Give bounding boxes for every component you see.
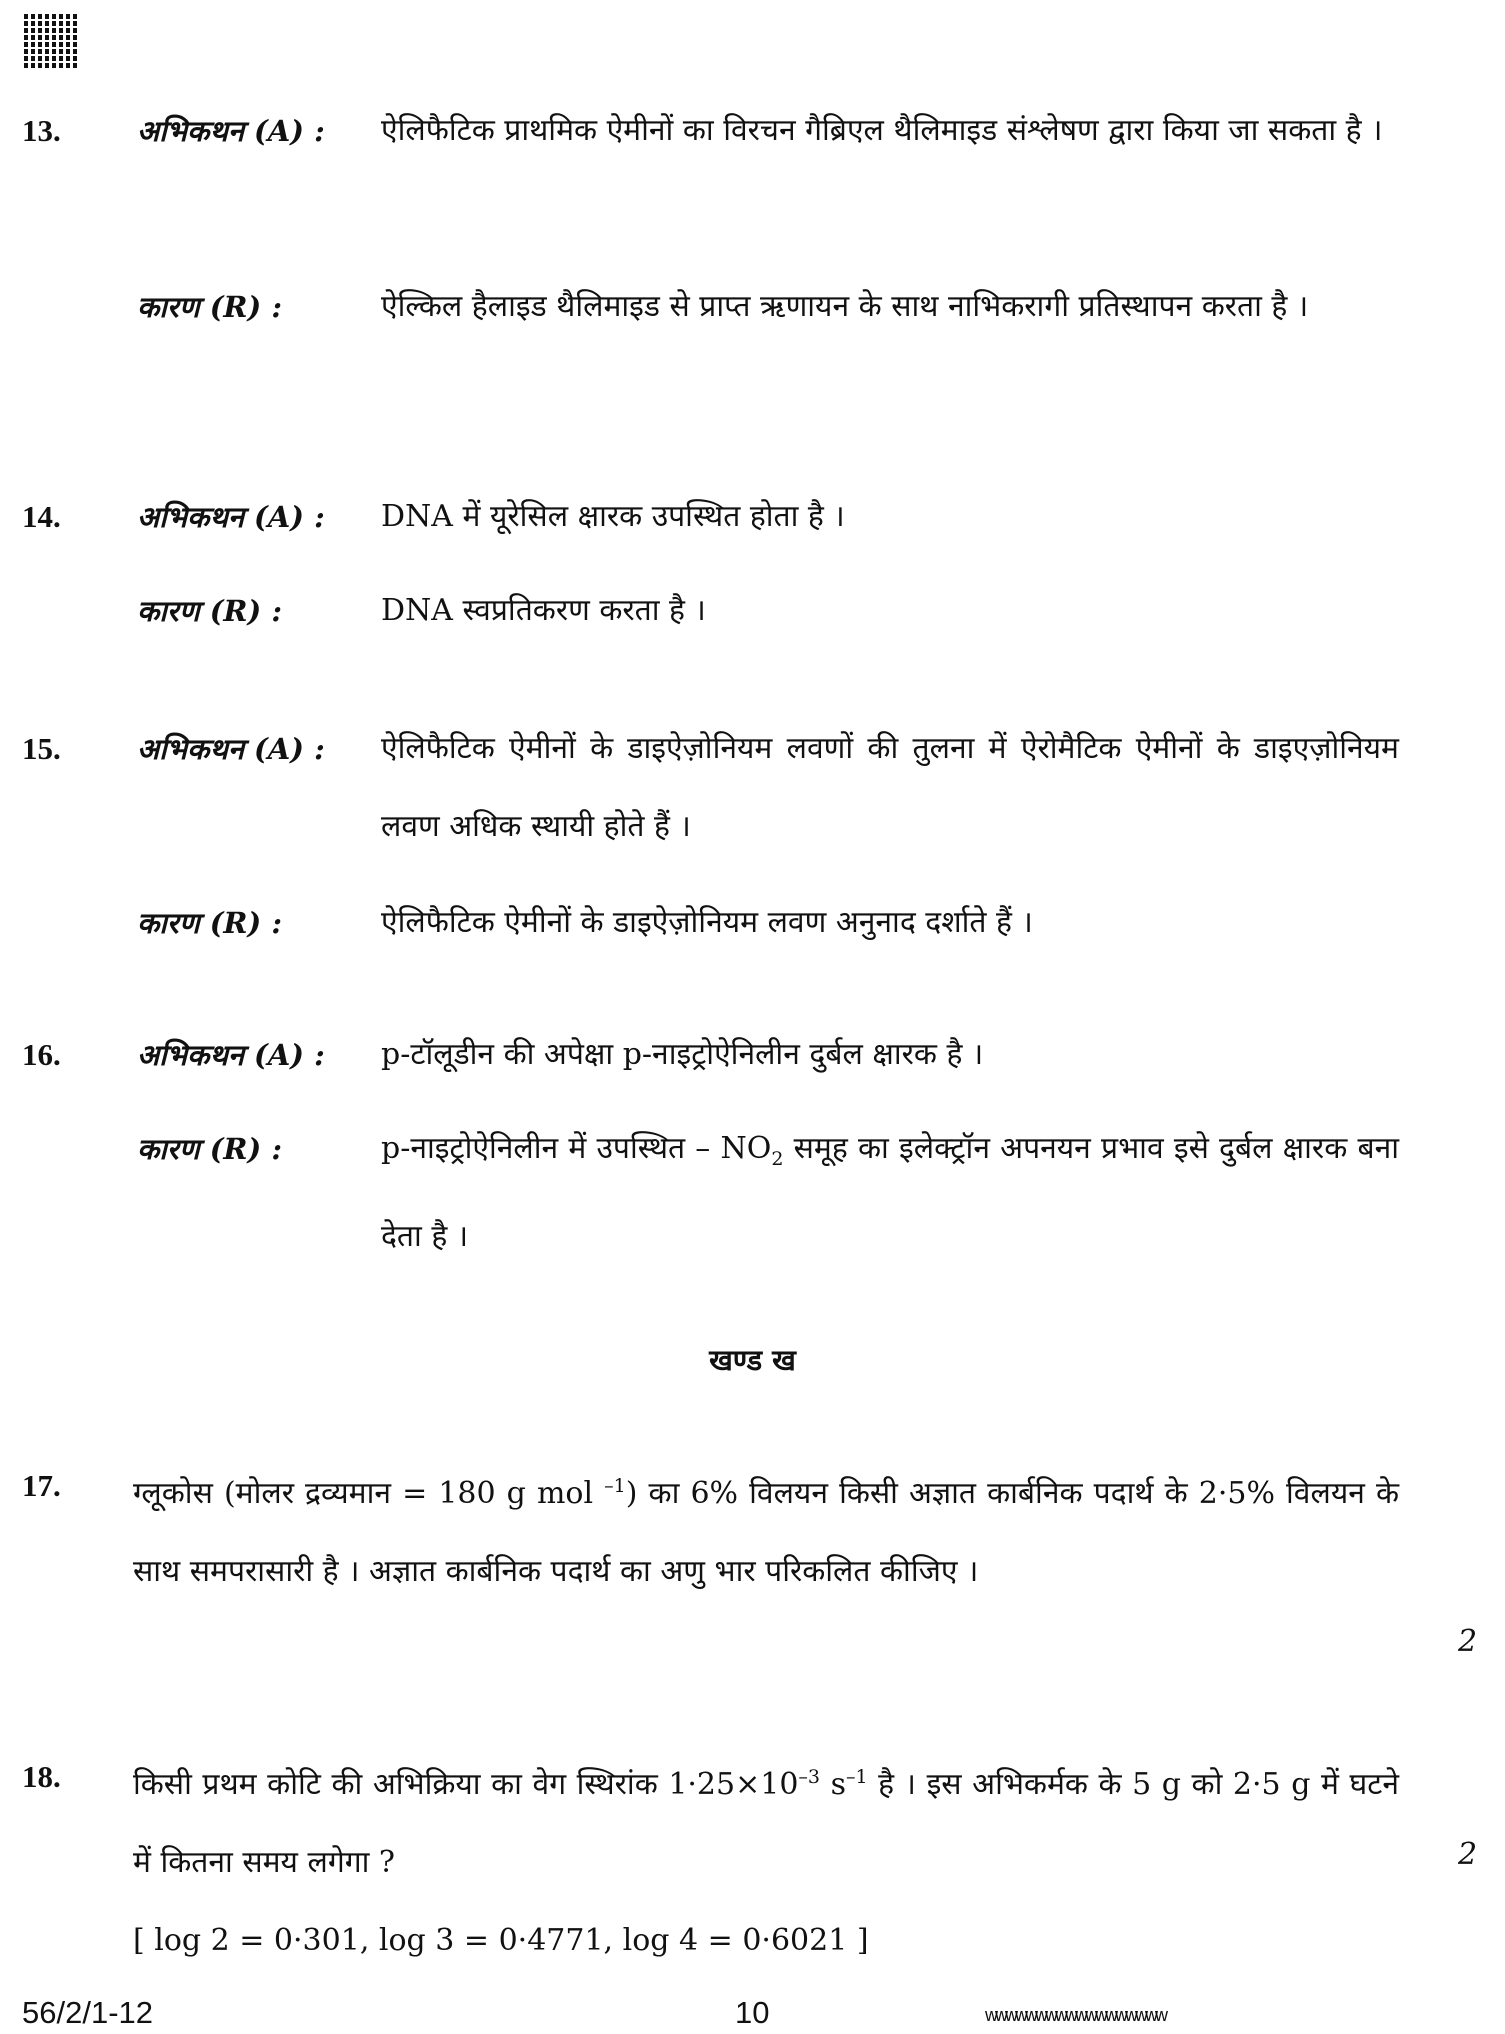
log-values: [ log 2 = 0·301, log 3 = 0·4771, log 4 = 0·6021 ] — [133, 1923, 869, 1958]
reason-text: ऐल्किल हैलाइड थैलिमाइड से प्राप्त ऋणायन के साथ नाभिकरागी प्रतिस्थापन करता है । — [381, 289, 1309, 324]
question-number: 13. — [22, 113, 61, 148]
question-number: 14. — [22, 499, 61, 534]
page-number: 10 — [735, 1995, 770, 2030]
superscript: –3 — [798, 1766, 821, 1788]
assertion-text: ऐलिफैटिक प्राथमिक ऐमीनों का विरचन गैब्रिएल थैलिमाइड संश्लेषण द्वारा किया जा सकता है । — [381, 113, 1383, 148]
assertion-text: p-टॉलूडीन की अपेक्षा p-नाइट्रोऐनिलीन दुर्बल क्षारक है । — [381, 1037, 984, 1072]
reason-label: कारण (R) : — [137, 594, 283, 628]
question-number: 16. — [22, 1037, 61, 1072]
reason-text-part: p-नाइट्रोऐनिलीन में उपस्थित – NO — [381, 1131, 772, 1166]
reason-text: DNA स्वप्रतिकरण करता है । — [381, 593, 706, 628]
reason-text: ऐलिफैटिक ऐमीनों के डाइऐज़ोनियम लवण अनुनाद दर्शाते हैं । — [381, 905, 1033, 940]
reason-label: कारण (R) : — [137, 290, 283, 324]
text-part: है । इस अभिकर्मक के 5 g को 2·5 g में घटने में कितना समय लगेगा ? — [133, 1767, 1399, 1880]
assertion-label: अभिकथन (A) : — [137, 500, 325, 534]
qr-code — [24, 12, 80, 68]
question-number: 17. — [22, 1468, 61, 1503]
assertion-text: DNA में यूरेसिल क्षारक उपस्थित होता है । — [381, 499, 845, 534]
decorative-wave: wwwwwwwwwwwwwwwwww — [985, 2005, 1165, 2025]
paper-code: 56/2/1-12 — [22, 1995, 153, 2030]
question-number: 18. — [22, 1759, 61, 1794]
question-number: 15. — [22, 731, 61, 766]
reason-label: कारण (R) : — [137, 1132, 283, 1166]
text-part: किसी प्रथम कोटि की अभिक्रिया का वेग स्थिरांक 1·25×10 — [133, 1767, 799, 1802]
marks: 2 — [1458, 1837, 1478, 1872]
marks: 2 — [1458, 1624, 1478, 1659]
question-text — [133, 1738, 1399, 1902]
assertion-label: अभिकथन (A) : — [137, 114, 325, 148]
reason-text-part: समूह का इलेक्ट्रॉन अपनयन प्रभाव इसे दुर्बल क्षारक बना देता है । — [381, 1131, 1399, 1254]
section-heading: खण्ड ख — [709, 1343, 796, 1377]
assertion-label: अभिकथन (A) : — [137, 732, 325, 766]
question-text — [133, 1447, 1399, 1611]
text-part: ) का 6% विलयन किसी अज्ञात कार्बनिक पदार्थ के 2·5% विलयन के साथ समपरासारी है । अज्ञात कार्बनिक पदार्थ का अणु भार परिकलित कीजिए । — [133, 1476, 1400, 1589]
reason-text — [381, 1110, 1399, 1276]
reason-label: कारण (R) : — [137, 906, 283, 940]
superscript: –1 — [845, 1766, 868, 1788]
text-part: s — [820, 1767, 846, 1802]
assertion-text: ऐलिफैटिक ऐमीनों के डाइऐज़ोनियम लवणों की तुलना में ऐरोमैटिक ऐमीनों के डाइएज़ोनियम लवण अधिक स्थायी होते हैं । — [381, 731, 1399, 844]
subscript: 2 — [771, 1148, 784, 1170]
assertion-label: अभिकथन (A) : — [137, 1038, 325, 1072]
text-part: ग्लूकोस (मोलर द्रव्यमान = 180 g mol — [133, 1476, 605, 1511]
superscript: –1 — [604, 1475, 626, 1497]
